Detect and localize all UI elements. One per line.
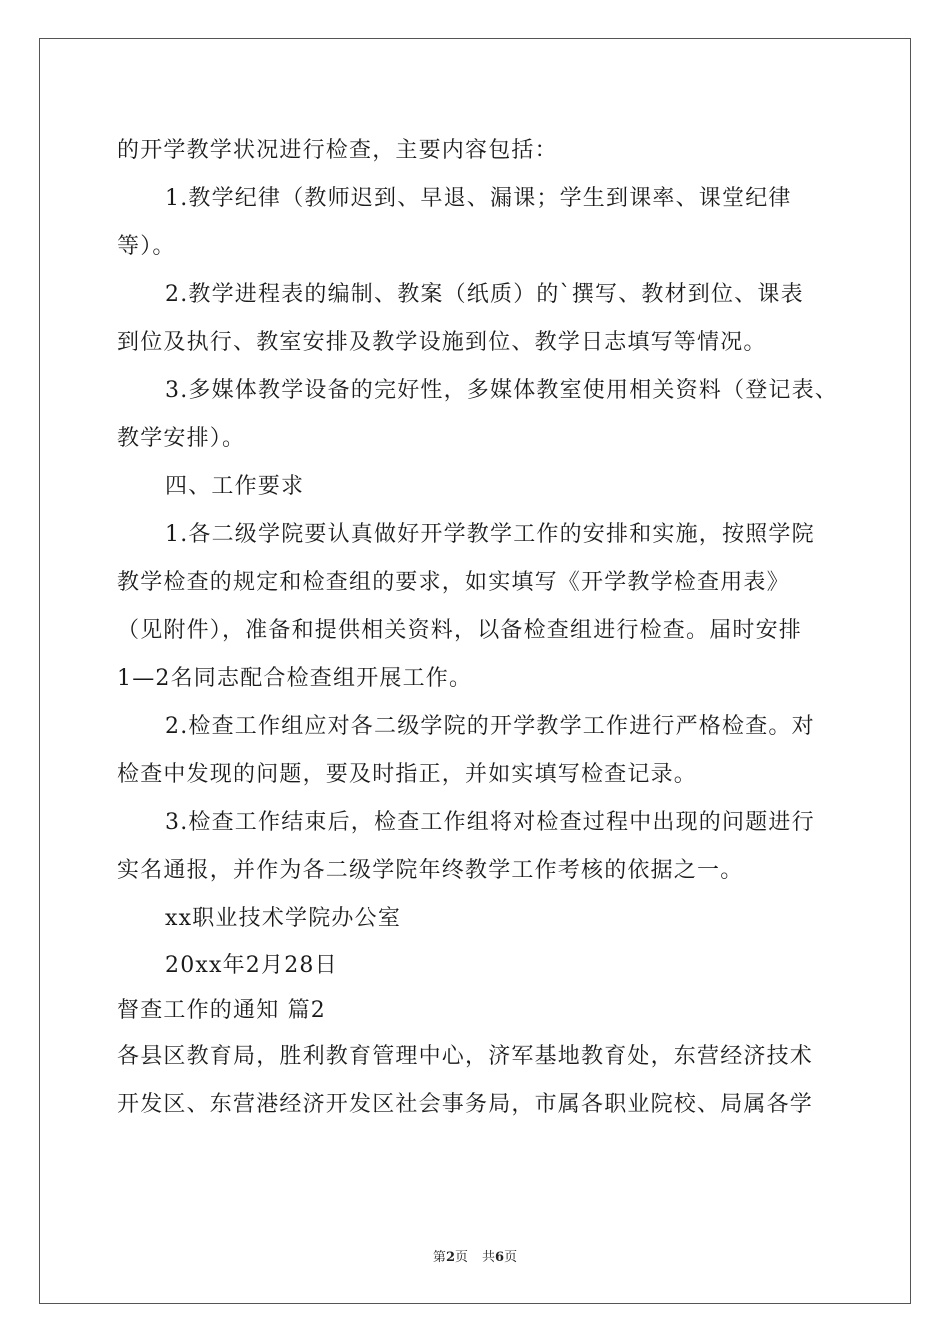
list-item-multimedia: 3.多媒体教学设备的完好性，多媒体教室使用相关资料（登记表、: [165, 378, 838, 403]
paragraph-line: （见附件），准备和提供相关资料，以备检查组进行检查。届时安排: [117, 618, 803, 643]
footer-page-number: 2: [445, 1250, 455, 1265]
paragraph-line: 1—2名同志配合检查组开展工作。: [117, 666, 473, 691]
section-heading: 四、工作要求: [165, 474, 305, 499]
paragraph-line: 各县区教育局，胜利教育管理中心，济军基地教育处，东营经济技术: [117, 1044, 814, 1069]
signature-office: xx职业技术学院办公室: [165, 906, 402, 931]
paragraph-line: 实名通报，并作为各二级学院年终教学工作考核的依据之一。: [117, 858, 744, 883]
requirement-item-3: 3.检查工作结束后，检查工作组将对检查过程中出现的问题进行: [165, 810, 815, 835]
paragraph-line: 开发区、东营港经济开发区社会事务局，市属各职业院校、局属各学: [117, 1092, 814, 1117]
footer-total-number: 6: [495, 1250, 505, 1265]
paragraph-line: 教学检查的规定和检查组的要求，如实填写《开学教学检查用表》: [117, 570, 790, 595]
notice-title: 督查工作的通知 篇2: [117, 998, 326, 1023]
paragraph-line: 检查中发现的问题，要及时指正，并如实填写检查记录。: [117, 762, 698, 787]
list-item-schedule: 2.教学进程表的编制、教案（纸质）的`撰写、教材到位、课表: [165, 282, 804, 307]
footer-page-prefix: 第: [432, 1250, 446, 1265]
paragraph-line: 等）。: [117, 234, 176, 259]
requirement-item-2: 2.检查工作组应对各二级学院的开学教学工作进行严格检查。对: [165, 714, 815, 739]
footer-total-prefix: 共: [482, 1250, 496, 1265]
page-footer: [0, 1246, 950, 1265]
footer-page-suffix: 页: [454, 1250, 468, 1265]
requirement-item-1: 1.各二级学院要认真做好开学教学工作的安排和实施，按照学院: [165, 522, 815, 547]
paragraph-line: 的开学教学状况进行检查，主要内容包括：: [117, 138, 558, 163]
footer-total-suffix: 页: [504, 1250, 518, 1265]
document-body: [117, 127, 837, 1129]
paragraph-line: 教学安排）。: [117, 426, 246, 451]
paragraph-line: 到位及执行、教室安排及教学设施到位、教学日志填写等情况。: [117, 330, 767, 355]
signature-date: 20xx年2月28日: [165, 953, 338, 978]
list-item-discipline: 1.教学纪律（教师迟到、早退、漏课；学生到课率、课堂纪律: [165, 186, 792, 211]
